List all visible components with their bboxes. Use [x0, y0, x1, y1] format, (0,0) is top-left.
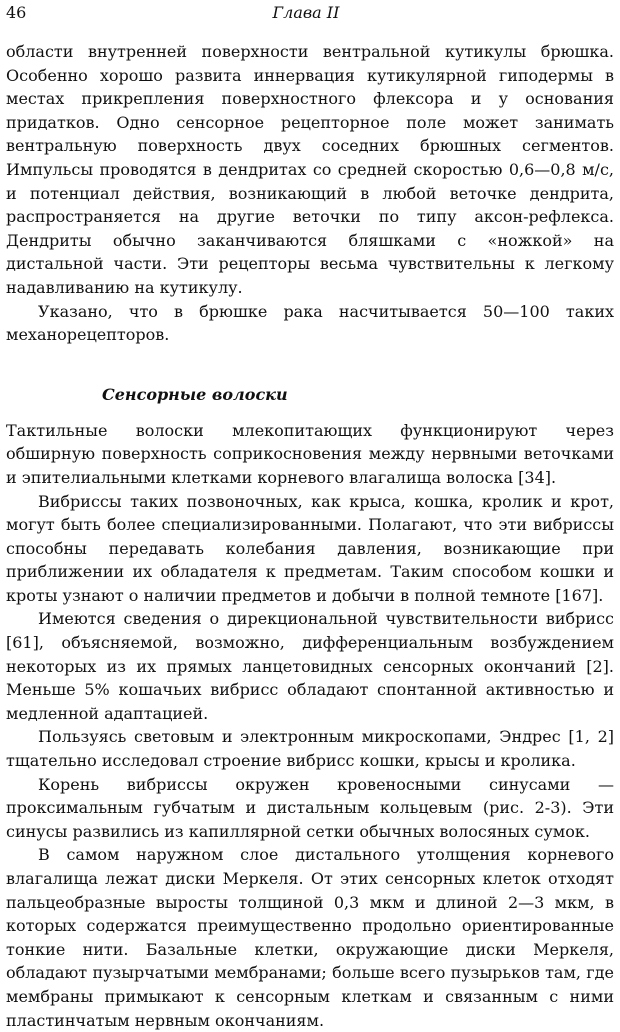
paragraph: Тактильные волоски млекопитающих функционируют через обширную поверхность соприкосновения между нервными веточками и эпителиальными клетками корневого влагалища волоска [34].: [6, 420, 614, 487]
page-header: [6, 2, 606, 26]
page-number: 46: [6, 3, 27, 22]
paragraph: Корень вибриссы окружен кровеносными синусами — проксимальным губчатым и дистальным кольцевым (рис. 2-3). Эти синусы развились из капиллярной сетки обычных волосяных сумок.: [6, 774, 614, 841]
page-body: [6, 40, 614, 1032]
paragraph: В самом наружном слое дистального утолщения корневого влагалища лежат диски Меркеля. От этих сенсорных клеток отходят пальцеобразные выросты толщиной 0,3 мкм и длиной 2—3 мкм, в которых содержатся преимущественно продольно ориентированные тонкие нити. Базальные клетки, окружающие диски Меркеля, обладают пузырчатыми мембранами; больше всего пузырьков там, где мембраны примыкают к сенсорным клеткам и связанным с ними пластинчатым нервным окончаниям.: [6, 845, 614, 1030]
paragraph: Вибриссы таких позвоночных, как крыса, кошка, кролик и крот, могут быть более специализированными. Полагают, что эти вибриссы способны передавать колебания давления, возникающие при приближении их обладателя к предметам. Таким способом кошки и кроты узнают о наличии предметов и добычи в полной темноте [167].: [6, 491, 614, 605]
running-title: Глава II: [272, 3, 340, 22]
paragraph: Имеются сведения о дирекциональной чувствительности вибрисс [61], объясняемой, возможно, дифференциальным возбуждением некоторых из их прямых ланцетовидных сенсорных окончаний [2]. Меньше 5% кошачьих вибрисс обладают спонтанной активностью и медленной адаптацией.: [6, 609, 614, 723]
paragraph: области внутренней поверхности вентральной кутикулы брюшка. Особенно хорошо развита иннервация кутикулярной гиподермы в местах прикрепления поверхностного флексора и у основания придатков. Одно сенсорное рецепторное поле может занимать вентральную поверхность двух соседних брюшных сегментов. Импульсы проводятся в дендритах со средней скоростью 0,6—0,8 м/с, и потенциал действия, возникающий в любой веточке дендрита, распространяется на другие веточки по типу аксон-рефлекса. Дендриты обычно заканчиваются бляшками с «ножкой» на дистальной части. Эти рецепторы весьма чувствительны к легкому надавливанию на кутикулу.: [6, 42, 614, 297]
paragraph: Указано, что в брюшке рака насчитывается 50—100 таких механорецепторов.: [6, 301, 614, 345]
section-heading: Сенсорные волоски: [102, 384, 288, 404]
paragraph: Пользуясь световым и электронным микроскопами, Эндрес [1, 2] тщательно исследовал строение вибрисс кошки, крысы и кролика.: [6, 727, 614, 771]
